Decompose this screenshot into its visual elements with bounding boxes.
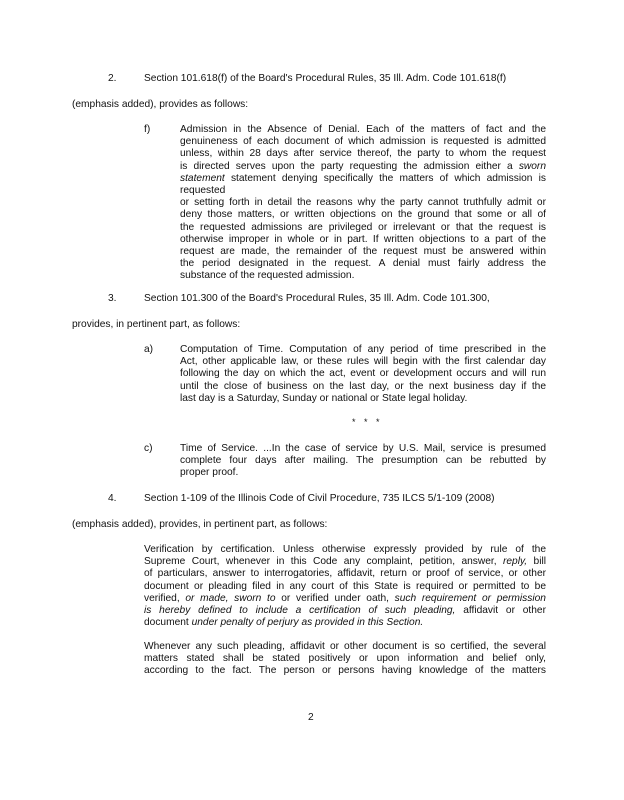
quote-1-109-italic: under penalty of perjury as provided in this Section. bbox=[191, 617, 424, 629]
quote-1-109-text: verified, bbox=[144, 592, 180, 604]
ellipsis-stars: * * * bbox=[352, 417, 383, 427]
quote-a-line: Computation of Time. Computation of any period of time prescribed in the bbox=[180, 344, 546, 355]
quote-1-109-line bbox=[144, 605, 546, 617]
page-number: 2 bbox=[308, 712, 314, 723]
paragraph-3-heading: Section 101.300 of the Board's Procedural Rules, 35 Ill. Adm. Code 101.300, bbox=[144, 293, 490, 304]
quote-1-109-second-line: according to the fact. The person or persons having knowledge of the matters bbox=[144, 665, 546, 677]
quote-1-109-line bbox=[144, 556, 546, 568]
quote-f-line-text: is directed serves upon the party requesting the admission either a bbox=[180, 160, 513, 172]
paragraph-number-2: 2. bbox=[108, 73, 117, 84]
quote-f-line: substance of the requested admission. bbox=[180, 270, 355, 282]
paragraph-2-continuation: (emphasis added), provides as follows: bbox=[72, 99, 249, 110]
quote-a-line: following the day on which the act, event or development occurs and will run bbox=[180, 368, 546, 380]
quote-f-line: the requested admissions are privileged or irrelevant or that the request is bbox=[180, 221, 546, 233]
quote-a-line: Act, other applicable law, or these rules will begin with the first calendar day bbox=[180, 356, 546, 368]
quote-1-109-italic: or made, sworn to bbox=[185, 592, 276, 604]
quote-f-line bbox=[180, 124, 546, 136]
quote-block-a bbox=[180, 344, 546, 405]
quote-block-1-109 bbox=[144, 544, 546, 629]
quote-f-line: genuineness of each document of which admission is requested is admitted bbox=[180, 136, 546, 148]
quote-1-109-text: document bbox=[144, 617, 189, 629]
quote-f-line: deny those matters, or written objections on the ground that some or all of bbox=[180, 209, 546, 221]
quote-f-line: otherwise improper in whole or in part. If written objections to a part of the bbox=[180, 233, 546, 245]
quote-1-109-italic: reply, bbox=[502, 556, 528, 568]
quote-f-line: request are made, the remainder of the request must be answered within bbox=[180, 246, 546, 258]
quote-f-first-line-rest: Each of the matters of fact and the bbox=[366, 124, 546, 135]
quote-1-109-line: document or pleading filed in any court of this State is required or permitted to be bbox=[144, 580, 546, 592]
quote-f-line: or setting forth in detail the reasons why the party cannot truthfully admit or bbox=[180, 197, 546, 209]
quote-f-title: Admission in the Absence of Denial. bbox=[180, 124, 360, 135]
paragraph-number-3: 3. bbox=[108, 293, 117, 304]
quote-1-109-line bbox=[144, 617, 546, 629]
quote-label-f: f) bbox=[144, 124, 151, 135]
quote-a-line: last day is a Saturday, Sunday or national or State legal holiday. bbox=[180, 392, 468, 404]
quote-block-1-109-second bbox=[144, 641, 546, 678]
quote-1-109-line bbox=[144, 593, 546, 605]
quote-block-f bbox=[180, 124, 546, 283]
quote-1-109-text: or verified under oath, bbox=[281, 592, 389, 604]
quote-1-109-line: of particulars, answer to interrogatories, affidavit, return or proof of service, or other bbox=[144, 568, 546, 580]
paragraph-4-heading: Section 1-109 of the Illinois Code of Civil Procedure, 735 ILCS 5/1-109 (2008) bbox=[144, 493, 495, 504]
quote-1-109-second-line: matters stated shall be stated positively or upon information and belief only, bbox=[144, 653, 546, 665]
paragraph-number-4: 4. bbox=[108, 493, 117, 504]
quote-1-109-italic: such requirement or permission bbox=[394, 592, 546, 604]
quote-f-italic-sworn: sworn bbox=[518, 160, 546, 172]
quote-a-line: until the close of business on the last day, or the next business day if the bbox=[180, 380, 546, 392]
quote-1-109-second-line: Whenever any such pleading, affidavit or other document is so certified, the several bbox=[144, 641, 546, 652]
quote-1-109-italic: is hereby defined to include a certification of such pleading, bbox=[144, 605, 456, 617]
quote-f-line: the period designated in the request. A denial must fairly address the bbox=[180, 258, 546, 270]
paragraph-2-heading: Section 101.618(f) of the Board's Procedural Rules, 35 Ill. Adm. Code 101.618(f) bbox=[144, 73, 507, 84]
quote-f-italic-statement: statement bbox=[180, 172, 225, 184]
quote-f-line: unless, within 28 days after service thereof, the party to whom the request bbox=[180, 148, 546, 160]
quote-1-109-text: affidavit or other bbox=[463, 605, 546, 617]
quote-1-109-line: Verification by certification. Unless otherwise expressly provided by rule of the bbox=[144, 544, 546, 555]
quote-f-line-text: statement denying specifically the matters of which admission is requested bbox=[180, 172, 546, 197]
quote-c-line: proper proof. bbox=[180, 467, 239, 479]
quote-label-a: a) bbox=[144, 344, 154, 355]
paragraph-3-continuation: provides, in pertinent part, as follows: bbox=[72, 319, 241, 330]
quote-f-line bbox=[180, 173, 546, 197]
quote-c-line: Time of Service. ...In the case of service by U.S. Mail, service is presumed bbox=[180, 443, 546, 454]
quote-1-109-text: bill bbox=[533, 556, 546, 568]
quote-label-c: c) bbox=[144, 443, 153, 454]
quote-block-c bbox=[180, 443, 546, 480]
quote-1-109-text: Supreme Court, whenever in this Code any complaint, petition, answer, bbox=[144, 556, 497, 568]
paragraph-4-continuation: (emphasis added), provides, in pertinent part, as follows: bbox=[72, 519, 328, 530]
quote-f-line bbox=[180, 161, 546, 173]
quote-c-line: complete four days after mailing. The presumption can be rebutted by bbox=[180, 455, 546, 467]
